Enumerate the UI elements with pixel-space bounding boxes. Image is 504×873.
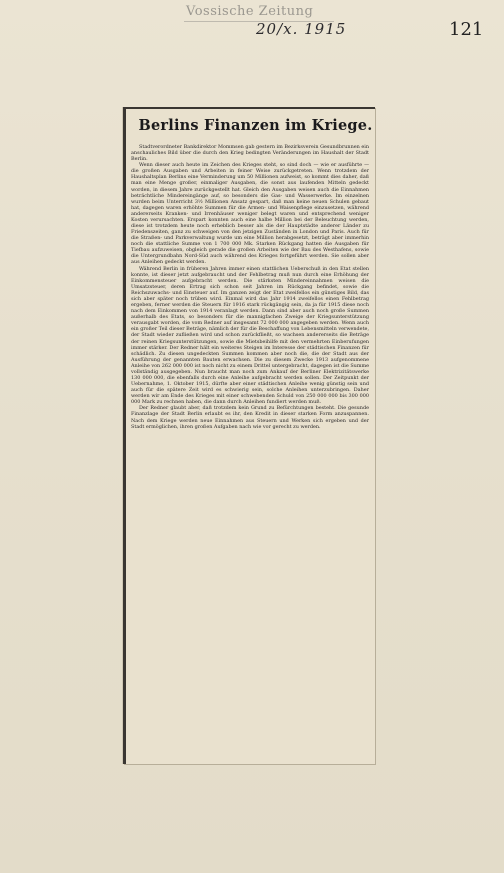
article-paragraph: Der Redner glaubt aber, daß trotzdem kein Grund zu Befürchtungen besteht. Die gesunde Finanzlage der Stadt Berlin erlaubt es ihr, den Kredit in dieser starken Form anzuspannen. Nach dem Kriege werden neue Einnahmen aus Steuern und Werken sich ergeben und der Stadt ermöglichen, ihren großen Aufgaben nach wie vor gerecht zu werden. bbox=[131, 405, 369, 430]
newspaper-clipping bbox=[123, 107, 375, 764]
newspaper-source-stamp: Vossische Zeitung bbox=[186, 4, 314, 19]
page-number: 121 bbox=[449, 19, 484, 40]
article-headline: Berlins Finanzen im Kriege. bbox=[138, 117, 373, 134]
clipping-left-rule bbox=[123, 107, 126, 764]
handwritten-date: 20/x. 1915 bbox=[256, 20, 347, 38]
clipping-top-rule bbox=[123, 107, 375, 109]
article-paragraph: Stadtverordneter Bankdirektor Mommsen gab gestern im Bezirksverein Gesundbrunnen ein anschauliches Bild über die durch den Krieg bedingten Veränderungen im Haushalt der Stadt Berlin. bbox=[131, 144, 369, 163]
article-body bbox=[131, 144, 369, 756]
article-paragraph: Während Berlin in früheren Jahren immer einen stattlichen Ueberschuß in den Etat stellen konnte, ist dieser jetzt aufgebraucht und der Fehlbetrag muß nun durch eine Erhöhung der Einkommensteuer aufgebracht werden. Die stärksten Mindereinnahmen weisen die Umsatzsteuer, deren Ertrag sich schon seit Jahren im Rückgang befindet, sowie die Reichszuwachs- und Einsteuer auf. Im ganzen zeigt der Etat zweifellos ein günstiges Bild, das sich aber später noch trüben wird. Einmal wird das Jahr 1914 zweifellos einen Fehlbetrag ergeben, ferner werden die Steuern für 1916 stark rückgängig sein, da ja für 1915 diese noch nach dem Einkommen von 1914 veranlagt werden. Dann sind aber auch noch große Summen außerhalb des Etats, so besonders für die mannigfachen Zweige der Kriegsunterstützung verausgabt worden, die vom Redner auf insgesamt 72 000 000 angegeben werden. Wenn auch ein großer Teil dieser Beträge, nämlich der für die Beschaffung von Lebensmitteln verwendete, der Stadt wieder zufließen wird und schon zurückfließt, so wachsen andererseits die Beträge der reinen Kriegsunterstützungen, sowie die Mietsbeihilfe mit den vermehrten Einberufungen immer stärker. Der Redner hält ein weiteres Steigen im Interesse der städtischen Finanzen für schädlich. Zu diesen ungedeckten Summen kommen aber noch die, die der Stadt aus der Ausführung der genannten Bauten erwachsen. Die zu diesem Zwecke 1913 aufgenommene Anleihe von 262 000 000 ist noch nicht zu einem Drittel untergebracht, dagegen ist die Summe vollständig ausgegeben. Nun braucht man noch zum Ankauf der Berliner Elektrizitätswerke 130 000 000, die ebenfalls durch eine Anleihe aufgebracht werden sollen. Der Zeitpunkt der Uebernahme, 1. Oktober 1915, dürfte aber einer städtischen Anleihe wenig günstig sein und auch für die spätere Zeit wird es schwierig sein, solche Anleihen unterzubringen. Daher werden wir am Ende des Krieges mit einer schwebenden Schuld von 250 000 000 bis 300 000 000 Mark zu rechnen haben, die dann durch Anleihen fundiert werden muß. bbox=[131, 265, 369, 406]
article-paragraph: Wenn dieser auch heute im Zeichen des Krieges steht, so sind doch — wie er ausführte — die großen Ausgaben und Arbeiten in feiner Weise zurückgetreten. Wenn trotzdem der Haushaltsplan Berlins eine Verminderung um 50 Millionen aufweist, so kommt dies daher, daß man eine Menge großer, einmaliger Ausgaben, die sonst aus laufenden Mitteln gedeckt worden, in diesem Jahre zurückgestellt hat. Gleich den Ausgaben weisen auch die Einnahmen beträchtliche Mindereingänge auf, so besonders die Gas- und Wasserwerke. Im einzelnen wurden beim Unterricht 3½ Millionen Ansatz gespart, daß man keine neuen Schulen gebaut hat, dagegen waren erhöhte Summen für die Armen- und Waisenpflege einzusetzen, während andererseits Kranken- und Irrenhäuser weniger belegt waren und entsprechend weniger Kosten verursachten. Erspart konnten auch eine halbe Million bei der Beleuchtung werden, diese ist trotzdem heute noch erheblich besser als die der Hauptstädte anderer Länder zu Friedenszeiten, ganz zu schweigen von den jetzigen Zuständen in London und Paris. Auch für die Straßen- und Parkverwaltung wurde um eine Million herabgesetzt, beträgt aber immerhin noch die stattliche Summe von 1 700 000 Mk. Starken Rückgang hatten die Ausgaben für Tiefbau aufzuweisen, obgleich gerade die großen Arbeiten wie der Bau des Westhafens, sowie die Untergrundbahn Nord-Süd auch während des Krieges fortgeführt werden. Sie sollen aber aus Anleihen gedeckt werden. bbox=[131, 162, 369, 266]
